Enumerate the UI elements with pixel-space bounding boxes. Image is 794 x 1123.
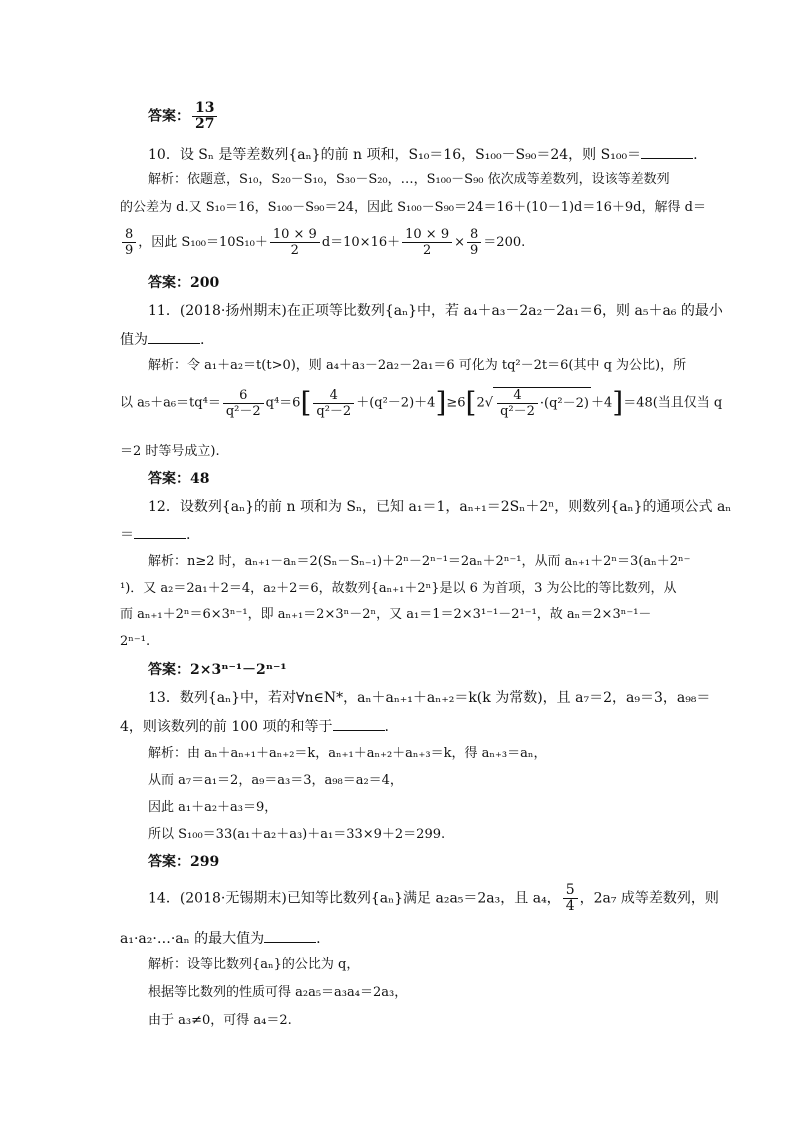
left-bracket: [ xyxy=(300,386,312,419)
right-bracket: ] xyxy=(435,386,447,419)
right-bracket: ] xyxy=(612,386,624,419)
solution-14-line-2: 根据等比数列的性质可得 a₂a₅＝a₃a₄＝2a₃， xyxy=(148,985,408,1000)
answer-blank xyxy=(264,929,316,943)
left-bracket: [ xyxy=(465,386,477,419)
numerator: 13 xyxy=(192,101,217,117)
problem-11-line-1: 11．(2018·扬州期末)在正项等比数列{aₙ}中，若 a₄＋a₃－2a₂－2a₁＝6，则 a₅＋a₆ 的最小 xyxy=(148,303,723,319)
text: ，2a₇ 成等差数列，则 xyxy=(579,890,719,907)
text: ＋(q²－2)＋4 xyxy=(356,395,436,411)
fraction xyxy=(402,227,452,258)
denominator: q²－2 xyxy=(316,403,352,419)
problem-10 xyxy=(148,145,704,164)
problem-12-line-2 xyxy=(120,525,676,544)
fraction xyxy=(467,227,481,258)
punct: . xyxy=(693,147,698,163)
solution-10-line-2: 的公差为 d.又 S₁₀＝16，S₁₀₀－S₉₀＝24，因此 S₁₀₀－S₉₀＝24＝16＋(10－1)d＝16＋9d，解得 d＝ xyxy=(120,200,706,215)
text: a₁·a₂·…·aₙ 的最大值为 xyxy=(120,931,265,947)
answer-label: 答案： xyxy=(148,108,190,125)
numerator: 4 xyxy=(313,388,354,404)
problem-12-line-1: 12．设数列{aₙ}的前 n 项和为 Sₙ，已知 a₁＝1，aₙ₊₁＝2Sₙ＋2ⁿ，则数列{aₙ}的通项公式 aₙ xyxy=(148,499,732,515)
text: ≥6 xyxy=(446,395,466,411)
denominator: 27 xyxy=(195,116,215,132)
solution-13-line-3: 因此 a₁＋a₂＋a₃＝9， xyxy=(148,800,278,815)
answer-10: 答案：200 xyxy=(148,275,220,291)
text: × xyxy=(454,235,466,250)
punct: . xyxy=(186,527,191,543)
solution-11-line-3: ＝2 时等号成立). xyxy=(120,444,220,459)
denominator: 9 xyxy=(470,243,479,258)
text: 值为 xyxy=(120,332,148,348)
punct: . xyxy=(316,931,321,947)
solution-11-line-2 xyxy=(120,386,723,431)
solution-12-line-3: 而 aₙ₊₁＋2ⁿ＝6×3ⁿ⁻¹，即 aₙ₊₁＝2×3ⁿ－2ⁿ，又 a₁＝1＝2×3¹⁻¹－2¹⁻¹，故 aₙ＝2×3ⁿ⁻¹－ xyxy=(120,607,652,622)
text: ＋4 xyxy=(590,395,613,411)
denominator: 2 xyxy=(422,243,432,258)
answer-12: 答案：2×3ⁿ⁻¹－2ⁿ⁻¹ xyxy=(148,662,287,678)
fraction xyxy=(313,388,354,419)
problem-text: 10．设 Sₙ 是等差数列{aₙ}的前 n 项和，S₁₀＝16，S₁₀₀－S₉₀＝24，则 S₁₀₀＝ xyxy=(148,147,642,163)
denominator: q²－2 xyxy=(225,403,261,419)
denominator: 4 xyxy=(565,898,575,914)
fraction xyxy=(563,883,578,914)
answer-9 xyxy=(148,101,704,137)
solution-10-line-1: 解析：依题意，S₁₀，S₂₀－S₁₀，S₃₀－S₂₀，…，S₁₀₀－S₉₀ 依次成等差数列，设该等差数列 xyxy=(148,172,670,187)
sqrt-body xyxy=(493,387,591,419)
numerator: 6 xyxy=(223,388,264,404)
numerator: 8 xyxy=(467,227,481,243)
solution-11-line-1: 解析：令 a₁＋a₂＝t(t>0)，则 a₄＋a₃－2a₂－2a₁＝6 可化为 tq²－2t＝6(其中 q 为公比)，所 xyxy=(148,358,687,373)
fraction xyxy=(223,388,264,419)
answer-blank xyxy=(134,525,186,539)
fraction xyxy=(497,388,538,419)
solution-14-line-3: 由于 a₃≠0，可得 a₄＝2. xyxy=(148,1013,292,1028)
punct: . xyxy=(200,332,205,348)
answer-blank xyxy=(641,145,693,159)
solution-14-line-1: 解析：设等比数列{aₙ}的公比为 q， xyxy=(148,957,360,972)
problem-14-line-1 xyxy=(148,882,719,919)
text: 以 a₅＋a₆＝tq⁴＝ xyxy=(120,395,221,411)
text: ＝ xyxy=(120,527,134,543)
numerator: 10 × 9 xyxy=(270,227,320,243)
fraction xyxy=(192,101,217,132)
fraction xyxy=(270,227,320,258)
answer-blank xyxy=(333,717,385,731)
solution-10-line-3 xyxy=(120,227,676,267)
solution-12-line-2: ¹)．又 a₂＝2a₁＋2＝4，a₂＋2＝6，故数列{aₙ₊₁＋2ⁿ}是以 6 为首项，3 为公比的等比数列，从 xyxy=(120,581,677,596)
problem-11-line-2 xyxy=(120,330,676,349)
text: 4，则该数列的前 100 项的和等于 xyxy=(120,719,333,735)
numerator: 8 xyxy=(122,227,136,243)
text: ，因此 S₁₀₀＝10S₁₀＋ xyxy=(138,235,268,250)
text: d＝10×16＋ xyxy=(321,235,401,250)
numerator: 10 × 9 xyxy=(402,227,452,243)
punct: . xyxy=(384,719,389,735)
numerator: 4 xyxy=(497,388,538,404)
denominator: q²－2 xyxy=(500,404,535,419)
denominator: 2 xyxy=(290,243,299,258)
solution-12-line-4: 2ⁿ⁻¹. xyxy=(120,634,151,649)
problem-14-line-2 xyxy=(120,929,676,948)
answer-13: 答案：299 xyxy=(148,854,220,870)
sqrt-icon: √ xyxy=(484,395,494,411)
answer-11: 答案：48 xyxy=(148,471,210,487)
answer-blank xyxy=(148,330,200,344)
text: ·(q²－2) xyxy=(539,396,589,411)
solution-13-line-2: 从而 a₇＝a₁＝2，a₉＝a₃＝3，a₉₈＝a₂＝4， xyxy=(148,773,403,788)
fraction xyxy=(122,227,136,258)
denominator: 9 xyxy=(125,243,134,258)
solution-13-line-1: 解析：由 aₙ＋aₙ₊₁＋aₙ₊₂＝k，aₙ₊₁＋aₙ₊₂＋aₙ₊₃＝k，得 aₙ₊₃＝aₙ， xyxy=(148,746,547,761)
text: 2 xyxy=(476,395,485,411)
solution-13-line-4: 所以 S₁₀₀＝33(a₁＋a₂＋a₃)＋a₁＝33×9＋2＝299. xyxy=(148,827,446,842)
text: 14．(2018·无锡期末)已知等比数列{aₙ}满足 a₂a₅＝2a₃，且 a₄， xyxy=(148,890,561,907)
text: ＝48(当且仅当 q xyxy=(623,395,723,411)
problem-13-line-2 xyxy=(120,717,676,736)
problem-13-line-1: 13．数列{aₙ}中，若对∀n∈N*，aₙ＋aₙ₊₁＋aₙ₊₂＝k(k 为常数)，且 a₇＝2，a₉＝3，a₉₈＝ xyxy=(148,690,711,706)
text: ＝200. xyxy=(483,235,526,250)
numerator: 5 xyxy=(563,883,578,899)
text: q⁴＝6 xyxy=(265,395,301,411)
solution-12-line-1: 解析：n≥2 时，aₙ₊₁－aₙ＝2(Sₙ－Sₙ₋₁)＋2ⁿ－2ⁿ⁻¹＝2aₙ＋2ⁿ⁻¹，从而 aₙ₊₁＋2ⁿ＝3(aₙ＋2ⁿ⁻ xyxy=(148,554,691,569)
